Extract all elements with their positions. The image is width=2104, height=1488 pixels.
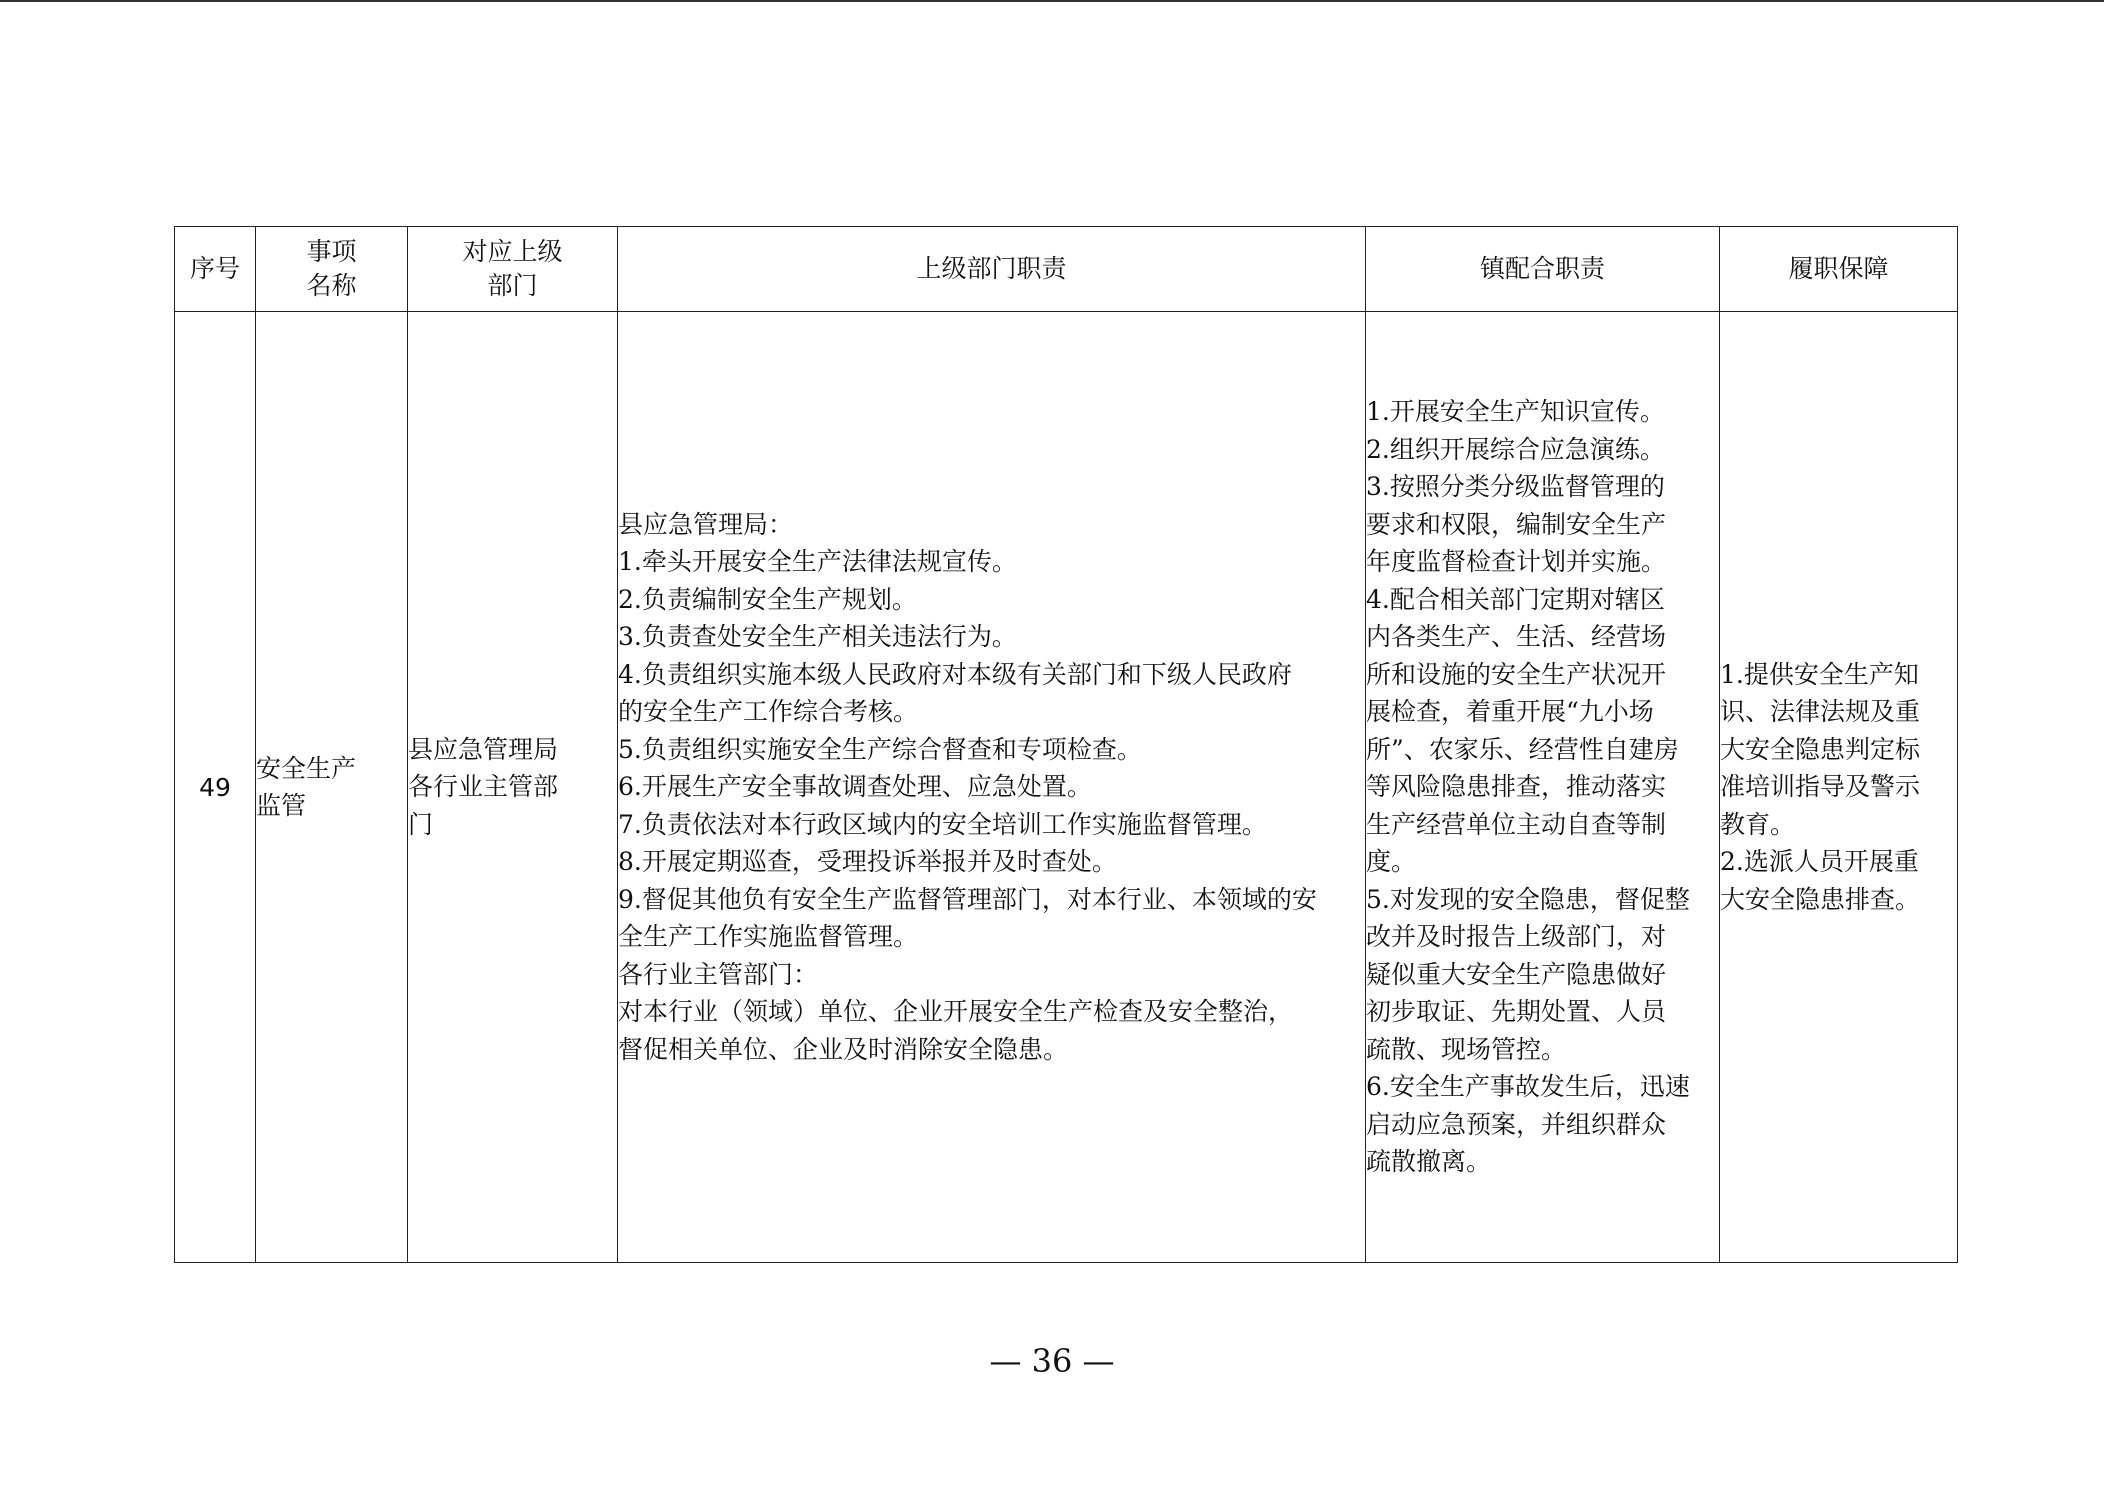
table-header-row [175, 227, 1958, 312]
row-superior-department: 县应急管理局 各行业主管部 门 [408, 312, 618, 1263]
header-item-name: 事项 名称 [256, 227, 408, 312]
header-superior-department: 对应上级 部门 [408, 227, 618, 312]
page-number: — 36 — [989, 1342, 1115, 1380]
duty-table [174, 226, 1958, 1263]
row-town-duties: 1.开展安全生产知识宣传。 2.组织开展综合应急演练。 3.按照分类分级监督管理的 要求和权限，编制安全生产 年度监督检查计划并实施。 4.配合相关部门定期对辖区 内各类生产、生活、经营场 所和设施的安全生产状况开 展检查，着重开展“九小场 所”、农家乐、经营性自建房 等风险隐患排查，推动落实 生产经营单位主动自查等制 度。 5.对发现的安全隐患，督促整 改并及时报告上级部门，对 疑似重大安全生产隐患做好 初步取证、先期处置、人员 疏散、现场管控。 6.安全生产事故发生后，迅速 启动应急预案，并组织群众 疏散撤离。 [1366, 312, 1720, 1263]
header-serial-number: 序号 [175, 227, 256, 312]
row-serial-number: 49 [175, 312, 256, 1263]
row-item-name: 安全生产 监管 [256, 312, 408, 1263]
row-guarantee: 1.提供安全生产知 识、法律法规及重 大安全隐患判定标 准培训指导及警示 教育。 2.选派人员开展重 大安全隐患排查。 [1720, 312, 1958, 1263]
page-top-edge [0, 0, 2104, 2]
header-town-duties: 镇配合职责 [1366, 227, 1720, 312]
header-superior-duties: 上级部门职责 [618, 227, 1366, 312]
row-superior-duties: 县应急管理局： 1.牵头开展安全生产法律法规宣传。 2.负责编制安全生产规划。 3.负责查处安全生产相关违法行为。 4.负责组织实施本级人民政府对本级有关部门和下级人民政府 的安全生产工作综合考核。 5.负责组织实施安全生产综合督查和专项检查。 6.开展生产安全事故调查处理、应急处置。 7.负责依法对本行政区域内的安全培训工作实施监督管理。 8.开展定期巡查，受理投诉举报并及时查处。 9.督促其他负有安全生产监督管理部门，对本行业、本领域的安 全生产工作实施监督管理。 各行业主管部门： 对本行业（领域）单位、企业开展安全生产检查及安全整治， 督促相关单位、企业及时消除安全隐患。 [618, 312, 1366, 1263]
header-guarantee: 履职保障 [1720, 227, 1958, 312]
table-row [175, 312, 1958, 1263]
